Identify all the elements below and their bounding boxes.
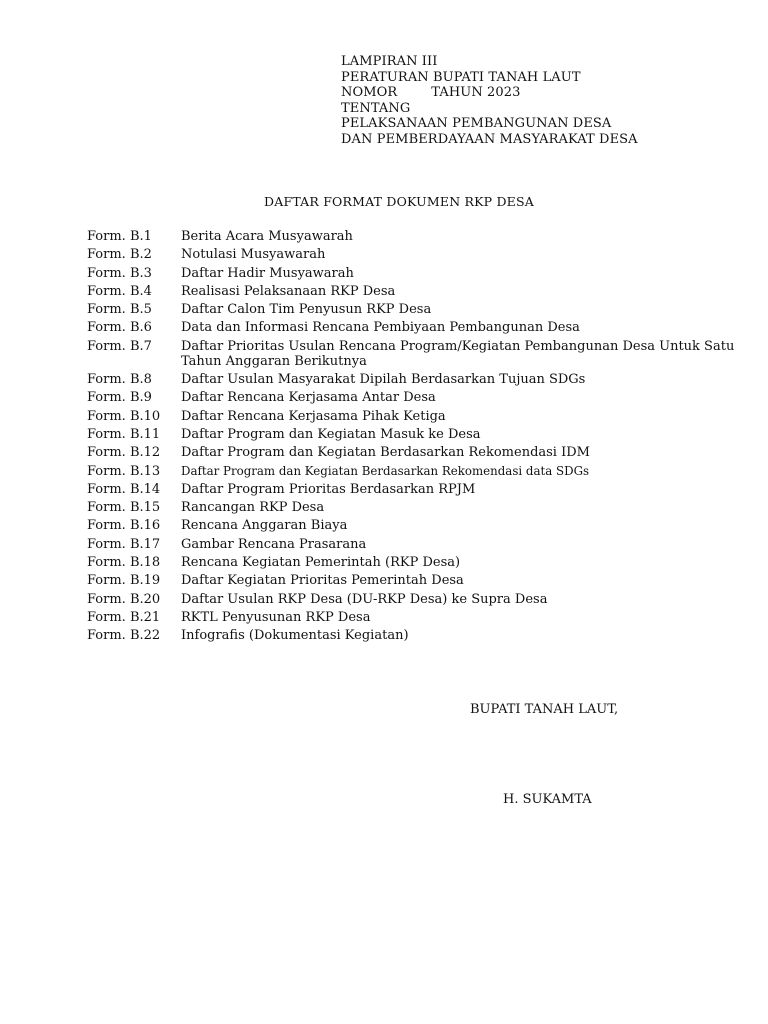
- form-code: Form. B.18: [87, 555, 161, 571]
- form-title: Daftar Kegiatan Prioritas Pemerintah Desa: [181, 573, 464, 589]
- header-line-lampiran: LAMPIRAN III: [341, 54, 438, 69]
- form-code: Form. B.7: [87, 338, 152, 354]
- list-item: [87, 482, 747, 500]
- form-code: Form. B.8: [87, 372, 152, 388]
- header-line-subject-1: PELAKSANAAN PEMBANGUNAN DESA: [341, 116, 612, 132]
- form-code: Form. B.14: [87, 481, 161, 497]
- list-item: [87, 610, 747, 628]
- form-title: Daftar Program dan Kegiatan Berdasarkan Rekomendasi data SDGs: [181, 463, 590, 478]
- form-title: Daftar Usulan RKP Desa (DU-RKP Desa) ke Supra Desa: [181, 591, 548, 607]
- form-title: Daftar Calon Tim Penyusun RKP Desa: [181, 302, 432, 318]
- form-title: Daftar Usulan Masyarakat Dipilah Berdasarkan Tujuan SDGs: [181, 372, 586, 388]
- header-line-subject-2: DAN PEMBERDAYAAN MASYARAKAT DESA: [341, 131, 638, 147]
- form-title: Notulasi Musyawarah: [181, 247, 326, 263]
- signature-title: BUPATI TANAH LAUT,: [470, 702, 619, 717]
- list-item: [87, 427, 747, 445]
- form-title: Daftar Program Prioritas Berdasarkan RPJM: [181, 481, 476, 497]
- list-item: [87, 302, 747, 320]
- tahun-label: TAHUN 2023: [431, 85, 521, 101]
- form-code: Form. B.1: [87, 229, 152, 244]
- form-title: Daftar Rencana Kerjasama Pihak Ketiga: [181, 408, 446, 424]
- list-item: [87, 464, 747, 482]
- form-title: Daftar Rencana Kerjasama Antar Desa: [181, 390, 436, 406]
- list-item: [87, 229, 747, 247]
- signature-name: H. SUKAMTA: [503, 792, 592, 807]
- list-item: [87, 247, 747, 265]
- attachment-header: [341, 54, 638, 148]
- form-code: Form. B.15: [87, 500, 161, 516]
- form-code: Form. B.2: [87, 247, 152, 263]
- list-item: [87, 266, 747, 284]
- list-item: [87, 372, 747, 390]
- form-code: Form. B.6: [87, 320, 152, 336]
- form-title: Data dan Informasi Rencana Pembiyaan Pembangunan Desa: [181, 320, 580, 336]
- form-code: Form. B.17: [87, 536, 161, 552]
- form-title: Rancangan RKP Desa: [181, 500, 325, 516]
- list-item: [87, 445, 747, 463]
- list-item: [87, 628, 747, 646]
- list-item: [87, 409, 747, 427]
- list-item: [87, 390, 747, 408]
- list-item: [87, 592, 747, 610]
- form-code: Form. B.9: [87, 390, 152, 406]
- list-item: [87, 537, 747, 555]
- form-code: Form. B.12: [87, 445, 161, 461]
- form-title: Rencana Kegiatan Pemerintah (RKP Desa): [181, 555, 461, 571]
- form-title: Daftar Prioritas Usulan Rencana Program/Kegiatan Pembangunan Desa Untuk Satu Tahun Anggaran Berikutnya: [181, 338, 735, 369]
- list-item: [87, 518, 747, 536]
- form-code: Form. B.11: [87, 426, 161, 442]
- list-item: [87, 339, 747, 372]
- header-line-nomor: [341, 85, 638, 101]
- form-title: Daftar Hadir Musyawarah: [181, 265, 354, 281]
- list-item: [87, 320, 747, 338]
- nomor-label: NOMOR: [341, 85, 398, 101]
- header-line-peraturan: PERATURAN BUPATI TANAH LAUT: [341, 69, 581, 85]
- form-code: Form. B.5: [87, 302, 152, 318]
- form-code: Form. B.13: [87, 463, 161, 479]
- list-item: [87, 284, 747, 302]
- form-title: Realisasi Pelaksanaan RKP Desa: [181, 283, 396, 299]
- form-title: Daftar Program dan Kegiatan Berdasarkan Rekomendasi IDM: [181, 445, 590, 461]
- form-code: Form. B.4: [87, 283, 152, 299]
- form-title: Gambar Rencana Prasarana: [181, 536, 367, 552]
- form-code: Form. B.10: [87, 408, 161, 424]
- form-title: Infografis (Dokumentasi Kegiatan): [181, 628, 409, 644]
- form-code: Form. B.16: [87, 518, 161, 534]
- form-code: Form. B.19: [87, 573, 161, 589]
- form-code: Form. B.22: [87, 628, 161, 644]
- form-code: Form. B.21: [87, 609, 161, 625]
- list-item: [87, 573, 747, 591]
- form-list: [87, 229, 747, 647]
- list-item: [87, 500, 747, 518]
- form-title: Berita Acara Musyawarah: [181, 229, 353, 244]
- form-title: RKTL Penyusunan RKP Desa: [181, 609, 371, 625]
- document-title: DAFTAR FORMAT DOKUMEN RKP DESA: [264, 194, 534, 209]
- header-line-tentang: TENTANG: [341, 100, 411, 116]
- form-title: Daftar Program dan Kegiatan Masuk ke Desa: [181, 426, 481, 442]
- form-title: Rencana Anggaran Biaya: [181, 518, 348, 534]
- form-code: Form. B.20: [87, 591, 161, 607]
- form-code: Form. B.3: [87, 265, 152, 281]
- list-item: [87, 555, 747, 573]
